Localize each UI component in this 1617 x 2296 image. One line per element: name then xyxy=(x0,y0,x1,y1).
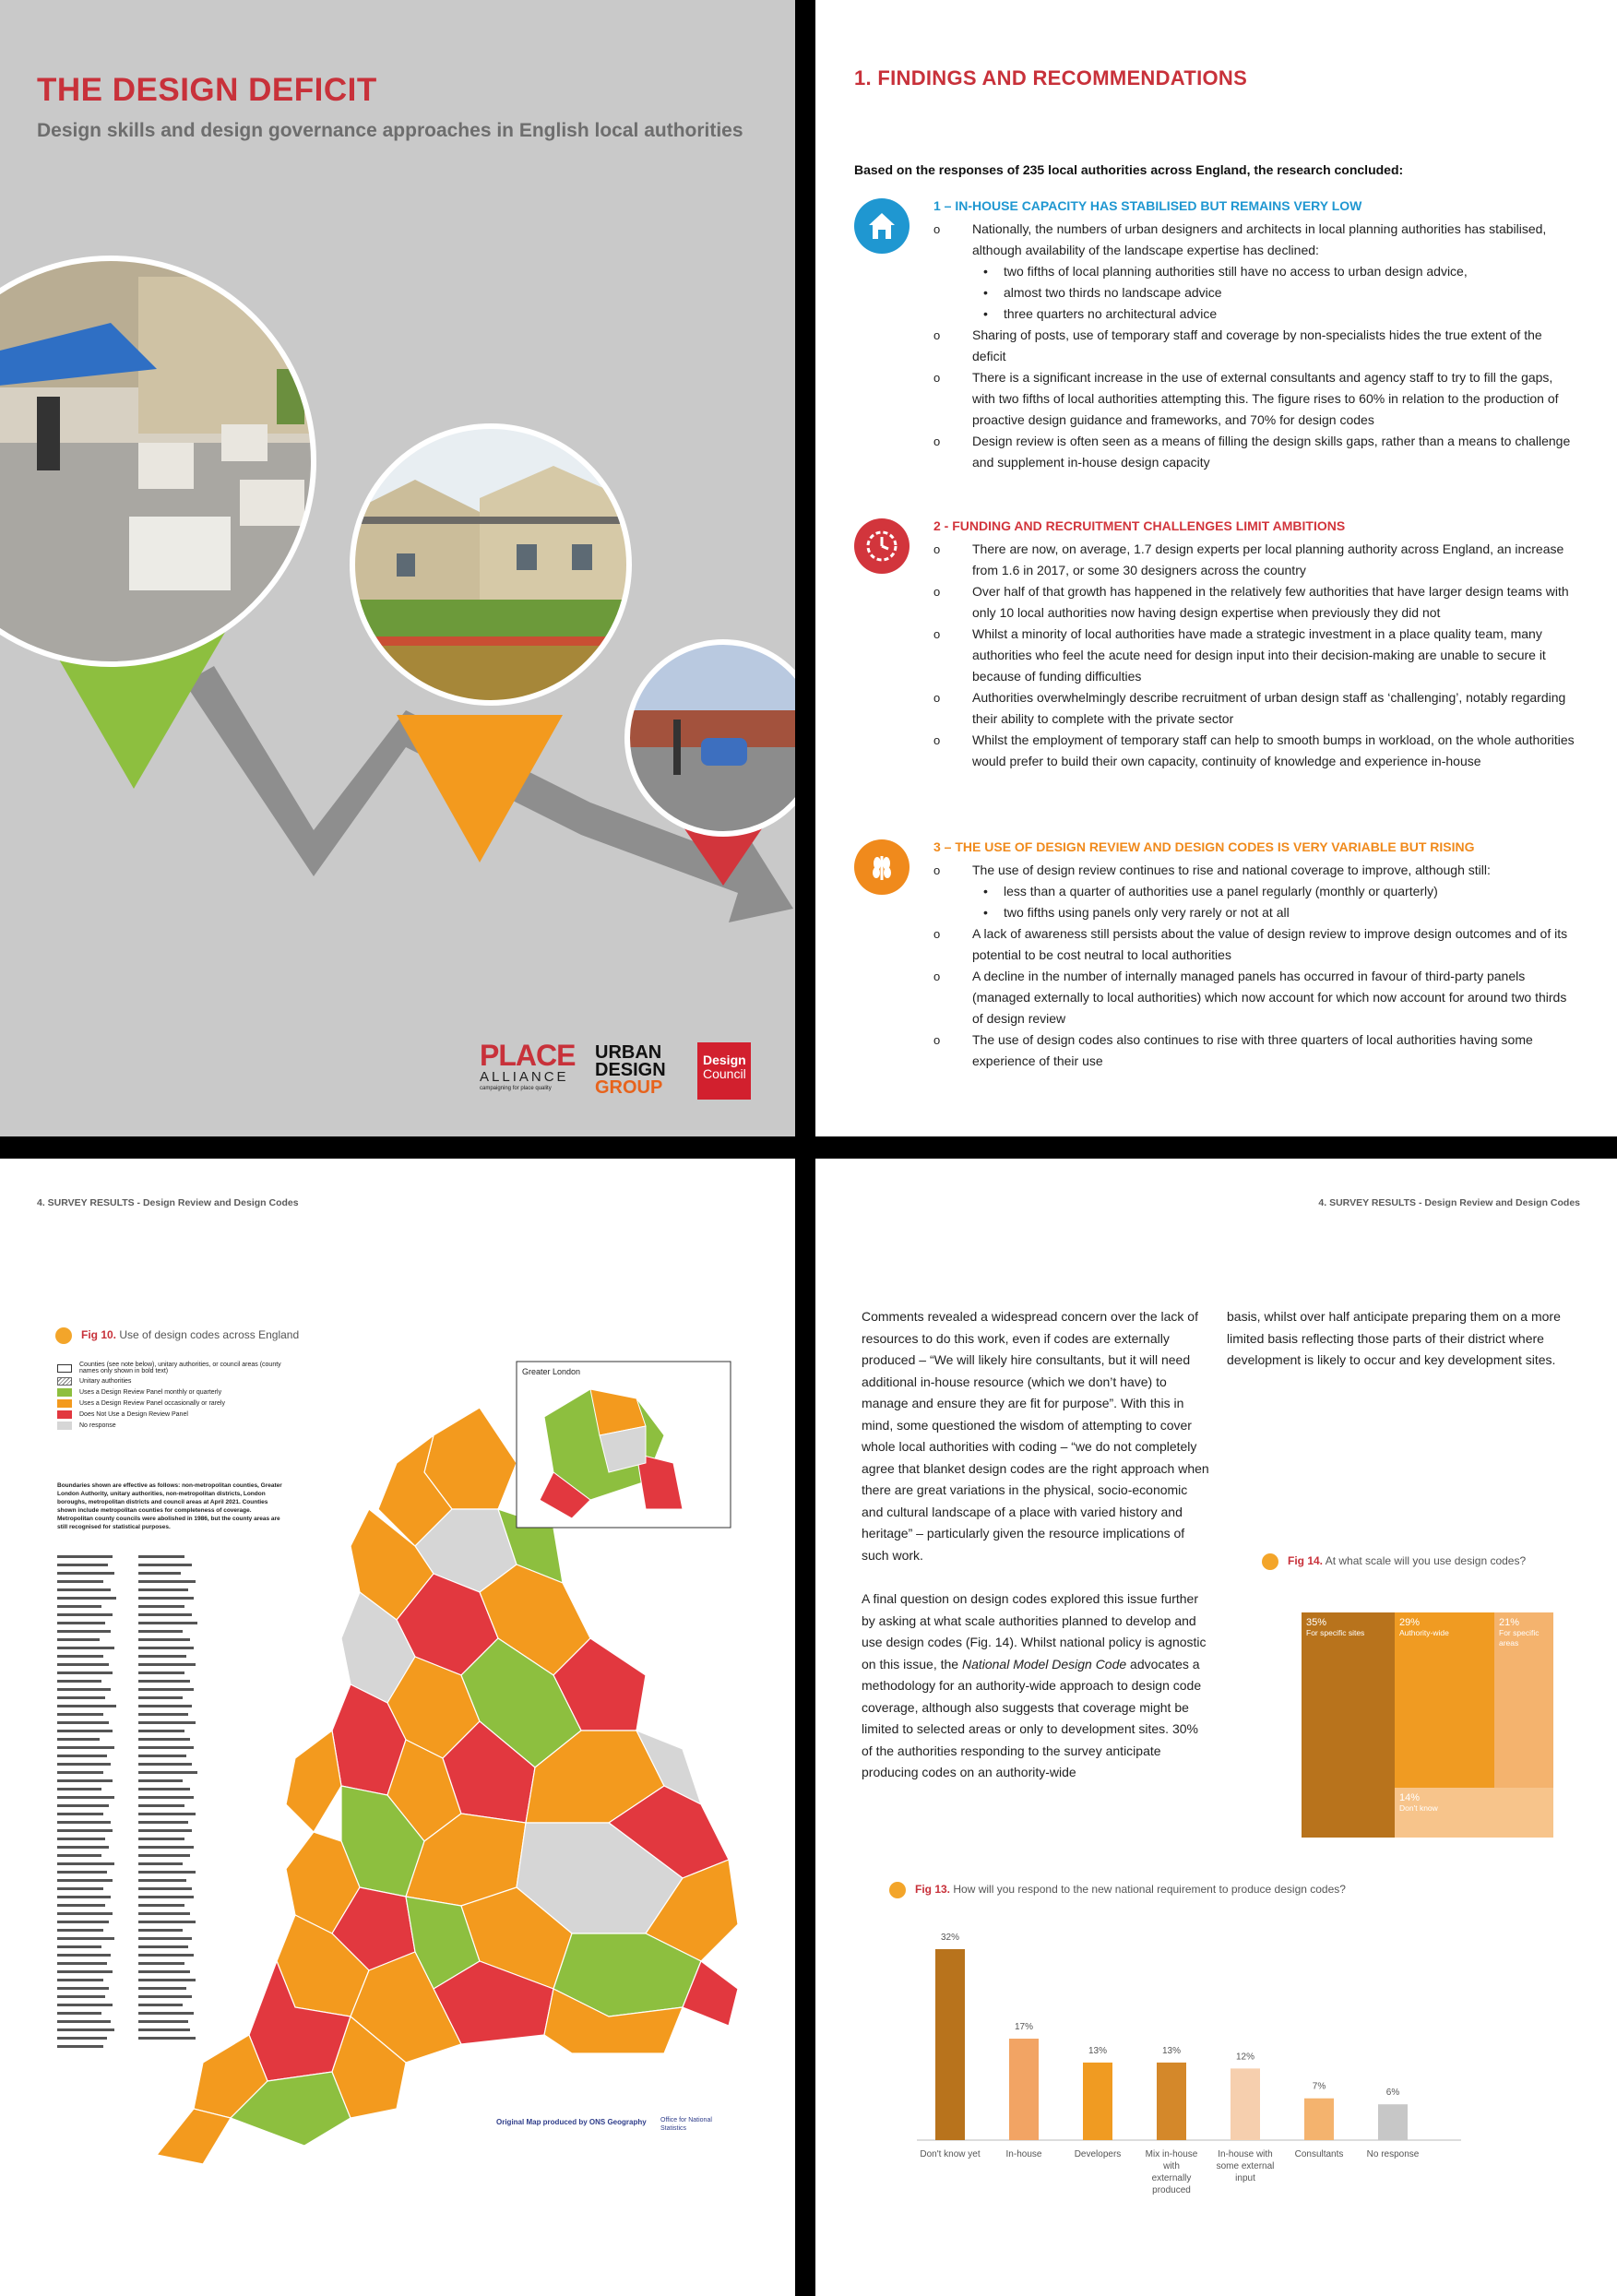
list-item: o Whilst the employment of temporary staff can help to smooth bumps in workload, on the whole authorities would prefer to build their own capacity, continuity of knowledge and experience in-house xyxy=(933,730,1579,772)
bar-value-label: 13% xyxy=(1088,2045,1108,2056)
list-item: o Nationally, the numbers of urban designers and architects in local planning authorities has stabilised, although availability of the landscape expertise has declined: • two fifths of local planning authorities still have no access to urban design advice, • almost two thirds no landscape advice • three quarters no architectural advice xyxy=(933,219,1579,325)
bar-2 xyxy=(1083,2063,1112,2140)
body-column-1: Comments revealed a widespread concern over the lack of resources to do this work, even if codes are externally produced – “We will likely hire consultants, but it will need additional in-house resource (which we don’t have) to manage and ensure they are fit for purpose”. With this in mind, some questioned the wisdom of attempting to cover whole local authorities with coding – “we do not completely agree that blanket design codes are the right approach when there are great variations in the physical, socio-economic and cultural landscape of a place with varied history and heritage” – particularly given the resource implications of such work. A final question on design codes explored this issue further by asking at what scale authorities planned to develop and use design codes (Fig. 14). Whilst national policy is agnostic on this issue, the National Model Design Code advocates a methodology for an authority-wide approach to design code coverage, although also suggests that coverage might be limited to selected areas or only to development sites. 30% of the authorities responding to the survey anticipate producing codes on an authority-wide xyxy=(862,1309,1209,1779)
map-credit: Original Map produced by ONS Geography xyxy=(496,2118,647,2126)
bar-5 xyxy=(1304,2099,1334,2140)
bar-6 xyxy=(1378,2104,1408,2140)
clock-icon xyxy=(854,518,910,574)
treemap-cell: 35% For specific sites xyxy=(1302,1612,1395,1838)
bar-1 xyxy=(1009,2039,1039,2140)
bar-category-label: No response xyxy=(1366,2149,1420,2159)
list-item: o Over half of that growth has happened in the relatively few authorities that have larger design teams with only 10 local authorities now having design expertise when previously they did not xyxy=(933,581,1579,624)
list-item: o A decline in the number of internally managed panels has occurred in favour of third-party panels (managed externally to local authorities) which now account for which now account for around two thirds of design review xyxy=(933,966,1579,1029)
finding-list-2 xyxy=(933,539,1579,772)
plaza-photo xyxy=(0,258,314,664)
list-item: o Sharing of posts, use of temporary staff and coverage by non-specialists hides the true extent of the deficit xyxy=(933,325,1579,367)
fig10-label: Fig 10. Use of design codes across England xyxy=(55,1327,299,1344)
bar-category-label: Mix in-house with externally produced xyxy=(1145,2149,1198,2195)
cover-page xyxy=(0,0,795,1136)
list-item: • less than a quarter of authorities use a panel regularly (monthly or quarterly) xyxy=(972,881,1579,902)
map-page xyxy=(0,1159,795,2296)
finding-list-3 xyxy=(933,860,1579,1072)
houses-photo xyxy=(341,424,646,710)
bar-0 xyxy=(935,1949,965,2140)
running-head: 4. SURVEY RESULTS - Design Review and Design Codes xyxy=(37,1197,299,1208)
place-alliance-logo: PLACE ALLIANCE campaigning for place quality xyxy=(480,1039,576,1091)
body-column-2: basis, whilst over half anticipate preparing them on a more limited basis reflecting those parts of their district where development is likely to occur and key development sites. xyxy=(1227,1309,1561,1367)
treemap-cell: 14% Don't know xyxy=(1395,1788,1553,1838)
house-icon xyxy=(854,198,910,254)
list-item: • three quarters no architectural advice xyxy=(972,303,1579,325)
list-item: o The use of design codes also continues to rise with three quarters of local authorities having some experience of their use xyxy=(933,1029,1579,1072)
fig14-label: Fig 14. At what scale will you use design codes? xyxy=(1262,1553,1526,1570)
legend-item: Counties (see note below), unitary authorities, or council areas (county names only shown in bold text) xyxy=(57,1362,288,1374)
wheat-icon xyxy=(854,839,910,895)
bar-value-label: 17% xyxy=(1014,2022,1034,2033)
list-item: • two fifths using panels only very rarely or not at all xyxy=(972,902,1579,923)
urban-design-group-logo: URBAN DESIGN GROUP xyxy=(595,1042,666,1098)
list-item: o Design review is often seen as a means of filling the design skills gaps, rather than a means to challenge and supplement in-house design capacity xyxy=(933,431,1579,473)
finding-heading-3: 3 – THE USE OF DESIGN REVIEW AND DESIGN CODES IS VERY VARIABLE BUT RISING xyxy=(933,839,1475,854)
cover-artwork xyxy=(0,0,795,1136)
bar-4 xyxy=(1231,2068,1260,2140)
list-item: o A lack of awareness still persists about the value of design review to improve design outcomes and of its potential to be cost neutral to local authorities xyxy=(933,923,1579,966)
list-item: o There is a significant increase in the use of external consultants and agency staff to try to fill the gaps, with two fifths of local authorities attempting this. The figure rises to 60% in relation to the production of proactive design guidance and frameworks, and 70% for design codes xyxy=(933,367,1579,431)
bar-category-label: In-house with some external input xyxy=(1216,2149,1275,2183)
finding-section-3 xyxy=(854,839,1592,1089)
cover-subtitle: Design skills and design governance approaches in English local authorities xyxy=(37,120,743,141)
finding-section-1 xyxy=(854,198,1592,512)
bar-value-label: 13% xyxy=(1161,2045,1182,2056)
map-note: Boundaries shown are effective as follows: non-metropolitan counties, Greater London Authority, unitary authorities, non-metropolitan districts, London boroughs, metropolitan districts and council areas at April 2021. Counties shown include metropolitan counties for completeness of coverage. Metropolitan county councils were abolished in 1986, but the county areas are still recognised for statistical purposes. xyxy=(57,1482,282,1530)
bar-value-label: 7% xyxy=(1312,2081,1326,2092)
legend-item: Uses a Design Review Panel occasionally or rarely xyxy=(57,1399,288,1408)
bar-value-label: 12% xyxy=(1235,2052,1255,2063)
cover-title: THE DESIGN DEFICIT xyxy=(37,72,377,108)
london-inset-title: Greater London xyxy=(522,1367,581,1376)
legend-item: Does Not Use a Design Review Panel xyxy=(57,1410,288,1419)
bar-value-label: 6% xyxy=(1385,2088,1400,2099)
list-item: o The use of design review continues to rise and national coverage to improve, although still: • less than a quarter of authorities use a panel regularly (monthly or quarterly) • two fifths using panels only very rarely or not at all xyxy=(933,860,1579,923)
bar-3 xyxy=(1157,2063,1186,2140)
bar-category-label: In-house xyxy=(1005,2149,1042,2159)
findings-page xyxy=(815,0,1617,1136)
finding-heading-1: 1 – IN-HOUSE CAPACITY HAS STABILISED BUT REMAINS VERY LOW xyxy=(933,198,1362,213)
bar-category-label: Don't know yet xyxy=(920,2149,981,2159)
finding-list-1 xyxy=(933,219,1579,473)
findings-title: 1. FINDINGS AND RECOMMENDATIONS xyxy=(854,66,1248,89)
treemap-cell: 21% For specific areas xyxy=(1494,1612,1553,1788)
treemap-cell: 29% Authority-wide xyxy=(1395,1612,1494,1788)
codes-page xyxy=(815,1159,1617,2296)
finding-heading-2: 2 - FUNDING AND RECRUITMENT CHALLENGES LIMIT AMBITIONS xyxy=(933,518,1346,533)
list-item: o There are now, on average, 1.7 design experts per local planning authority across England, an increase from 1.6 in 2017, or some 30 designers across the country xyxy=(933,539,1579,581)
finding-section-2 xyxy=(854,518,1592,823)
legend-item: Uses a Design Review Panel monthly or quarterly xyxy=(57,1388,288,1397)
legend-item: No response xyxy=(57,1422,288,1430)
findings-intro: Based on the responses of 235 local authorities across England, the research concluded: xyxy=(854,162,1404,177)
design-council-logo: Design Council xyxy=(697,1042,751,1100)
list-item: o Whilst a minority of local authorities have made a strategic investment in a place quality team, many authorities who feel the acute need for design input into their decision-making are unable to secure it because of funding difficulties xyxy=(933,624,1579,687)
bar-value-label: 32% xyxy=(940,1933,960,1943)
bar-category-label: Developers xyxy=(1074,2149,1122,2159)
fig13-label: Fig 13. How will you respond to the new national requirement to produce design codes? xyxy=(889,1882,1346,1898)
list-item: o Authorities overwhelmingly describe recruitment of urban design staff as ‘challenging’, notably regarding their ability to complete with the private sector xyxy=(933,687,1579,730)
list-item: • two fifths of local planning authorities still have no access to urban design advice, xyxy=(972,261,1579,282)
fig13-bar-chart xyxy=(815,1159,1617,2296)
legend-item: Unitary authorities xyxy=(57,1377,288,1386)
ons-logo: Office for National Statistics xyxy=(660,2117,712,2132)
bar-category-label: Consultants xyxy=(1294,2149,1344,2159)
list-item: • almost two thirds no landscape advice xyxy=(972,282,1579,303)
running-head: 4. SURVEY RESULTS - Design Review and Design Codes xyxy=(1318,1197,1580,1208)
